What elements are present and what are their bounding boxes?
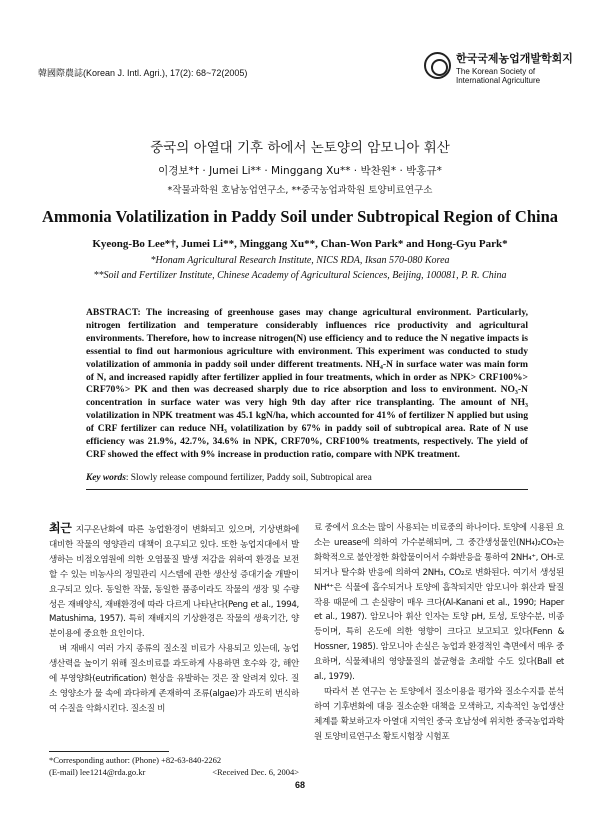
body-text: 지구온난화에 따른 농업환경이 변화되고 있으며, 기상변화에 대비한 작물의 영양관리 대책이 요구되고 있다. 또한 농업지대에서 발생하는 비점오염원에 의한 오염물질 발생 저감을 위하여 환경을 보전할 수 있는 비농사의 정밀관리 시스템에 관한 생산성 증대기술 개발이 요구되고 있다. 동일한 작물, 동일한 품종이라도 작물의 생장 및 수량성은 재배양식, 재배환경에 따라 다르게 나타난다(Peng et al., 1994, Matushima, 1957). 특히 재배지의 기상환경은 작물의 생육기간, 양분이용에 중요한 요인이다. [49, 525, 299, 640]
authors-english: Kyeong-Bo Lee*†, Jumei Li**, Minggang Xu**, Chan-Won Park* and Hong-Gyu Park* [92, 238, 508, 250]
society-seal-icon [424, 52, 451, 79]
title-english: Ammonia Volatilization in Paddy Soil under Subtropical Region of China [41, 207, 559, 226]
keywords-text: : Slowly release compound fertilizer, Paddy soil, Subtropical area [125, 473, 372, 483]
keywords-label: Key words [86, 473, 126, 483]
affiliation-english-2: **Soil and Fertilizer Institute, Chinese Academy of Agricultural Sciences, Beijing, 100081, P. R. China [93, 270, 507, 281]
society-name-en: The Korean Society of International Agriculture [456, 67, 541, 85]
corresponding-author: *Corresponding author: (Phone) +82-63-840-2262 [49, 755, 222, 765]
body-paragraph: 료 중에서 요소는 많이 사용되는 비료중의 하나이다. 토양에 시용된 요소는 urease에 의하여 가수분해되며, 그 중간생성물인(NH₄)₂CO₃는 화학적으로 불안정한 화합물이어서 수화반응을 통하여 2NH₄⁺, OH-로 되거나 탈수화 반응에 의하여 2NH₃, CO₂로 변화된다. 여기서 생성된 NH⁴⁺은 식물에 흡수되거나 토양에 흡착되지만 암모니아 휘산과 탈질작용 때문에 그 손실량이 매우 크다(Al-Kanani et al., 1990; Haper et al., 1987). 암모니아 휘산 인자는 토양 pH, 토성, 토양수분, 비종 등이며, 특히 온도에 의한 영향이 크다고 보고되고 있다(Fenn & Hossner, 1985). 암모니아 손실은 농업과 환경적인 측면에서 매우 중요하며, 식물체내의 영양물질의 불균형을 초래할 수도 있다(Ball et al., 1979). [314, 523, 564, 683]
author-email: (E-mail) lee1214@rda.go.kr [49, 767, 146, 777]
page-number: 68 [294, 780, 305, 790]
affiliation-korean: *작물과학원 호남농업연구소, **중국농업과학원 토양비료연구소 [167, 185, 433, 196]
body-column-left [49, 521, 299, 717]
abstract-divider [86, 489, 528, 490]
lead-word: 최근 [49, 521, 72, 535]
title-korean: 중국의 아열대 기후 하에서 논토양의 암모니아 휘산 [150, 140, 450, 156]
journal-citation: 韓國際農誌(Korean J. Intl. Agri.), 17(2): 68~72(2005) [38, 68, 248, 78]
footnote-divider [49, 751, 169, 752]
authors-korean: 이경보*† · Jumei Li** · Minggang Xu** · 박찬원* · 박홍규* [158, 165, 442, 177]
body-paragraph [49, 521, 299, 642]
keywords [86, 473, 528, 483]
abstract: ABSTRACT: The increasing of greenhouse gases may change agricultural environment. Particularly, nitrogen fertilization and temperature considerably influences rice productivity and agricultural environments. Therefore, how to increase nitrogen(N) use efficiency and to reduce the N negative impacts is essential to find out harmonious agriculture with environment. This experiment was conducted to study volatilization of ammonia in paddy soil under different treatments. NH₄-N in surface water was main form of N, and increased rapidly after fertilizer applied in four treatments, which in order as NPK> CRF100%> CRF70%> PK and then was decreased sharply due to rice absorption and loss to environment. NO₃-N concentration in surface water was very high 9th day after rice transplanting. The amount of NH₃ volatilization in NPK treatment was 45.1 kgN/ha, which accounted for 41% of fertilizer N applied but using of CRF fertilizer can reduce NH₃ volatilization by 67% in paddy soil of subtropical area. Rate of N use efficiency was 21.9%, 42.7%, 34.6% in NPK, CRF70%, CRF100% treatments, respectively. The yield of CRF showed the effect with 9% increase in production ratio, compare with NPK treatment. [86, 307, 528, 460]
affiliations-english [0, 253, 600, 283]
society-name-ko: 한국국제농업개발학회지 [456, 52, 573, 65]
body-paragraph: 벼 재배시 여러 가지 종류의 질소질 비료가 사용되고 있는데, 농업생산력을 높이기 위해 질소비료를 과도하게 사용하면 호수와 강, 해안에 부영양화(eutrification) 현상을 유발하는 것은 잘 알려져 있다. 질소 영양소가 물 속에 과다하게 존재하여 조류(algae)가 과도히 번식하여 수질을 악화시킨다. 질소질 비 [49, 644, 299, 714]
affiliation-english-1: *Honam Agricultural Research Institute, NICS RDA, Iksan 570-080 Korea [150, 255, 450, 266]
received-date: <Received Dec. 6, 2004> [212, 767, 299, 777]
body-paragraph: 따라서 본 연구는 논 토양에서 질소이용을 평가와 질소수지를 분석하여 기후변화에 대응 질소순환 대책을 모색하고, 지속적인 농업생산체계를 확보하고자 아열대 지역인 중국 호남성에 위치한 중국농업과학원 토양비료연구소 황토시험장 시험포 [314, 686, 564, 742]
footnote [49, 754, 299, 778]
body-column-right [314, 521, 564, 745]
